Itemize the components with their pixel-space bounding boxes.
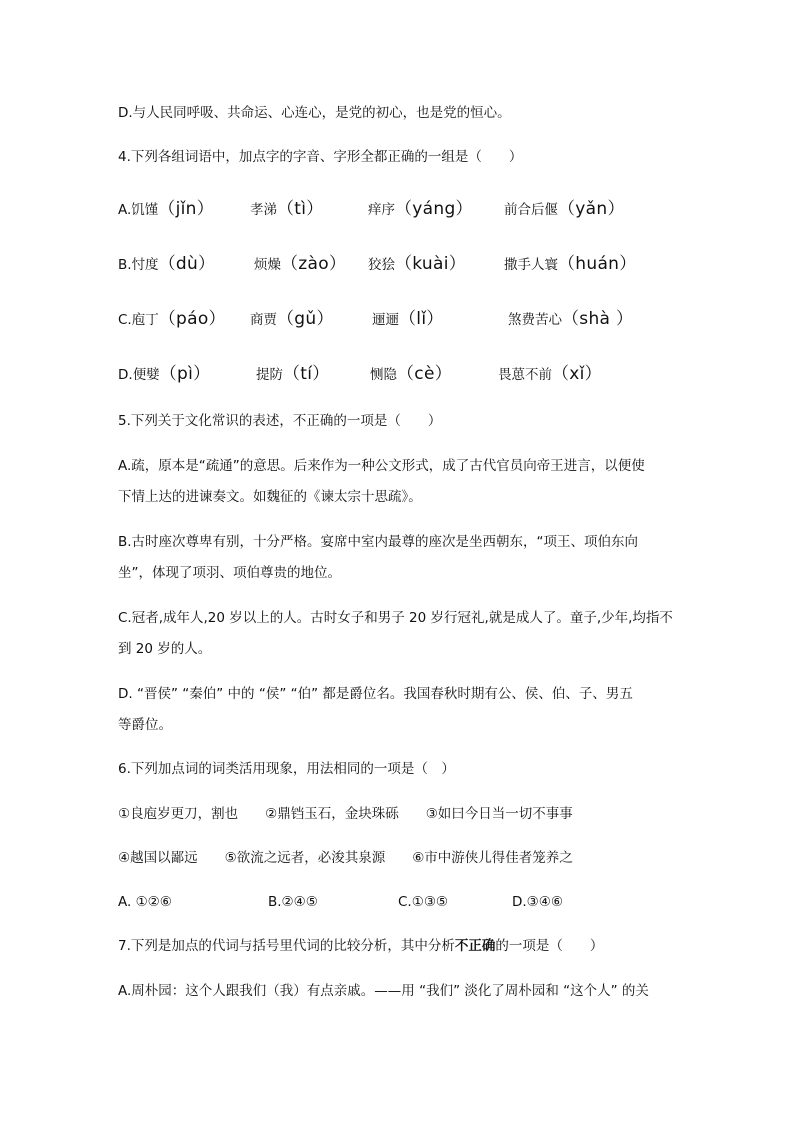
pinyin: （gǔ）: [277, 309, 334, 329]
q4-stem: 4.下列各组词语中，加点字的字音、字形全都正确的一组是（ ）: [118, 149, 523, 165]
q5-option-d-line1: D. “晋侯” “秦伯” 中的 “侯” “伯” 都是爵位名。我国春秋时期有公、侯、伯、子、男五: [118, 686, 633, 702]
q4-option-a: [118, 197, 718, 221]
word-item: 庖丁: [131, 312, 159, 328]
pinyin: （páo）: [158, 309, 226, 329]
choice-c: C.①③⑤: [398, 894, 449, 910]
q3-option-d: D.与人民同呼吸、共命运、心连心，是党的初心，也是党的恒心。: [118, 105, 511, 121]
choice-d: D.③④⑥: [512, 894, 563, 910]
q7-stem-part2: 的一项是（ ）: [495, 938, 604, 954]
word-item: 商贾: [250, 312, 277, 328]
pinyin: （cè）: [397, 364, 453, 384]
word-item: 恻隐: [370, 367, 397, 383]
word-item: 撒手人寰: [504, 257, 558, 273]
pinyin: （yáng）: [395, 199, 473, 219]
q5-stem: 5.下列关于文化常识的表述，不正确的一项是（ ）: [118, 413, 442, 429]
word-item: 前合后偃: [504, 202, 558, 218]
q7-stem-emphasis: 不正确: [454, 938, 496, 954]
q5-option-c-line1: C.冠者,成年人,20 岁以上的人。古时女子和男子 20 岁行冠礼,就是成人了。童子,少年,均指不: [118, 610, 673, 626]
word-item: 痒序: [368, 202, 395, 218]
pinyin: （xǐ）: [552, 364, 602, 384]
q5-option-a-line2: 下情上达的进谏奏文。如魏征的《谏太宗十思疏》。: [118, 489, 422, 505]
word-item: 便嬖: [132, 367, 160, 383]
q5-option-a-line1: A.疏，原本是“疏通”的意思。后来作为一种公文形式，成了古代官员向帝王进言，以便使: [118, 458, 645, 474]
pinyin: （huán）: [558, 254, 637, 274]
word-item: 煞费苦心: [508, 312, 562, 328]
q6-items-row1: ①良庖岁更刀，割也 ②鼎铛玉石，金块珠砾 ③如曰今日当一切不事事: [118, 806, 573, 822]
q5-option-c-line2: 到 20 岁的人。: [118, 641, 212, 657]
word-item: 烦燥: [254, 257, 281, 273]
choice-a: A. ①②⑥: [118, 894, 172, 910]
pinyin: （dù）: [158, 254, 216, 274]
pinyin: （kuài）: [395, 254, 467, 274]
q7-stem: [118, 936, 603, 956]
q6-choices: [118, 892, 718, 912]
q5-option-d-line2: 等爵位。: [118, 717, 172, 733]
option-letter: A.: [118, 202, 132, 218]
pinyin: （jǐn）: [158, 199, 215, 219]
pinyin: （zào）: [281, 254, 347, 274]
word-item: 忖度: [131, 257, 159, 273]
pinyin: （tí）: [283, 364, 330, 384]
q6-items-row2: ④越国以鄙远 ⑤欲流之远者，必浚其泉源 ⑥市中游侠儿得佳者笼养之: [118, 850, 573, 866]
q7-option-a-line1: A.周朴园：这个人跟我们（我）有点亲戚。——用 “我们” 淡化了周朴园和 “这个人” 的关: [118, 983, 649, 999]
word-item: 畏葸不前: [498, 367, 552, 383]
option-letter: D.: [118, 367, 133, 383]
word-item: 孝涕: [250, 202, 277, 218]
option-letter: B.: [118, 257, 132, 273]
q4-option-c: [118, 307, 718, 331]
q5-option-b-line1: B.古时座次尊卑有别，十分严格。宴席中室内最尊的座次是坐西朝东，“项王、项伯东向: [118, 534, 639, 550]
q5-option-b-line2: 坐”，体现了项羽、项伯尊贵的地位。: [118, 565, 341, 581]
pinyin: （lǐ）: [399, 309, 444, 329]
q6-stem: 6.下列加点词的词类活用现象，用法相同的一项是（ ）: [118, 761, 455, 777]
word-item: 饥馑: [131, 202, 159, 218]
choice-b: B.②④⑤: [268, 894, 318, 910]
pinyin: （shà ）: [562, 309, 634, 329]
word-item: 逦逦: [372, 312, 399, 328]
pinyin: （yǎn）: [558, 199, 625, 219]
pinyin: （pì）: [159, 364, 211, 384]
word-item: 狡狯: [368, 257, 395, 273]
q4-option-b: [118, 252, 718, 276]
pinyin: （tì）: [277, 199, 324, 219]
word-item: 提防: [256, 367, 283, 383]
q7-stem-part1: 7.下列是加点的代词与括号里代词的比较分析，其中分析: [118, 938, 455, 954]
q4-option-d: [118, 362, 718, 386]
option-letter: C.: [118, 312, 132, 328]
